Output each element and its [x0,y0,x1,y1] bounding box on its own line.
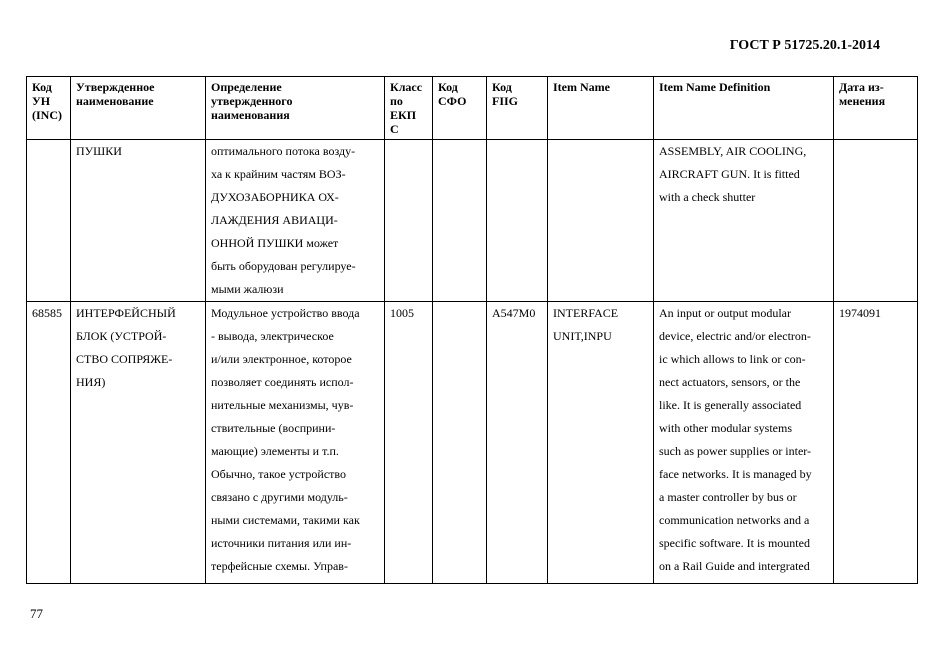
text-line: СФО [438,94,467,108]
text-line: Item Name Definition [659,80,771,94]
text-line: Утвержденное [76,80,155,94]
text-line: Код [492,80,512,94]
text-line: on a Rail Guide and intergrated [659,559,810,573]
text-line: ПУШКИ [76,144,122,158]
text-line: НИЯ) [76,375,106,389]
text-line: позволяет соединять испол- [211,375,354,389]
text-line: ДУХОЗАБОРНИКА ОХ- [211,190,339,204]
cell-change-date: 1974091 [834,302,918,584]
text-line: with a check shutter [659,190,756,204]
text-line: СТВО СОПРЯЖЕ- [76,352,173,366]
text-line: ха к крайним частям ВОЗ- [211,167,346,181]
text-line: specific software. It is mounted [659,536,810,550]
header-fiig [487,77,548,140]
text-line: и/или электронное, которое [211,352,352,366]
cell-item-name [548,302,654,584]
text-line: УН [32,94,51,108]
table-row [27,140,918,302]
cell-class: 1005 [385,302,433,584]
text-line: Класс [390,80,423,94]
text-line: нительные механизмы, чув- [211,398,354,412]
cell-fiig [487,140,548,302]
text-line: БЛОК (УСТРОЙ- [76,329,167,343]
cell-item-name-definition [654,302,834,584]
classification-table [26,76,918,584]
text-line: С [390,122,399,136]
header-class [385,77,433,140]
text-line: по [390,94,403,108]
text-line: Код [32,80,52,94]
header-item-name [548,77,654,140]
header-definition [206,77,385,140]
text-line: UNIT,INPU [553,329,612,343]
text-line: ASSEMBLY, AIR COOLING, [659,144,807,158]
header-sfo [433,77,487,140]
text-line: An input or output modular [659,306,791,320]
text-line: наименования [211,108,290,122]
text-line: nect actuators, sensors, or the [659,375,801,389]
text-line: such as power supplies or inter- [659,444,812,458]
text-line: оптимального потока возду- [211,144,356,158]
text-line: источники питания или ин- [211,536,352,550]
cell-approved-name [71,140,206,302]
text-line: face networks. It is managed by [659,467,812,481]
text-line: like. It is generally associated [659,398,802,412]
cell-inc [27,140,71,302]
cell-item-name [548,140,654,302]
text-line: ЕКП [390,108,417,122]
cell-sfo [433,140,487,302]
cell-sfo [433,302,487,584]
text-line: FIIG [492,94,519,108]
cell-approved-name [71,302,206,584]
header-change-date [834,77,918,140]
text-line: a master controller by bus or [659,490,797,504]
cell-item-name-definition [654,140,834,302]
cell-definition [206,302,385,584]
text-line: утвержденного [211,94,293,108]
cell-class [385,140,433,302]
text-line: связано с другими модуль- [211,490,348,504]
cell-inc: 68585 [27,302,71,584]
text-line: INTERFACE [553,306,619,320]
text-line: ic which allows to link or con- [659,352,806,366]
text-line: быть оборудован регулируе- [211,259,356,273]
cell-definition [206,140,385,302]
text-line: with other modular systems [659,421,792,435]
text-line: мающие) элементы и т.п. [211,444,339,458]
cell-fiig: A547M0 [487,302,548,584]
text-line: communication networks and a [659,513,810,527]
text-line: менения [839,94,886,108]
cell-change-date [834,140,918,302]
text-line: Модульное устройство ввода [211,306,360,320]
text-line: ствительные (восприни- [211,421,336,435]
text-line: device, electric and/or electron- [659,329,811,343]
text-line: ными системами, такими как [211,513,360,527]
text-line: (INC) [32,108,62,122]
text-line: Код [438,80,458,94]
table-header-row [27,77,918,140]
text-line: наименование [76,94,154,108]
text-line: ИНТЕРФЕЙСНЫЙ [76,306,176,320]
text-line: Дата из- [839,80,884,94]
text-line: ЛАЖДЕНИЯ АВИАЦИ- [211,213,338,227]
header-inc [27,77,71,140]
text-line: Определение [211,80,282,94]
text-line: - вывода, электрическое [211,329,334,343]
page-number: 77 [30,606,43,621]
table-row [27,302,918,584]
text-line: Item Name [553,80,610,94]
text-line: Обычно, такое устройство [211,467,346,481]
header-item-name-definition [654,77,834,140]
text-line: терфейсные схемы. Управ- [211,559,348,573]
text-line: AIRCRAFT GUN. It is fitted [659,167,800,181]
text-line: ОННОЙ ПУШКИ может [211,236,339,250]
document-standard-title: ГОСТ Р 51725.20.1-2014 [729,38,880,53]
text-line: мыми жалюзи [211,282,284,296]
header-approved-name [71,77,206,140]
